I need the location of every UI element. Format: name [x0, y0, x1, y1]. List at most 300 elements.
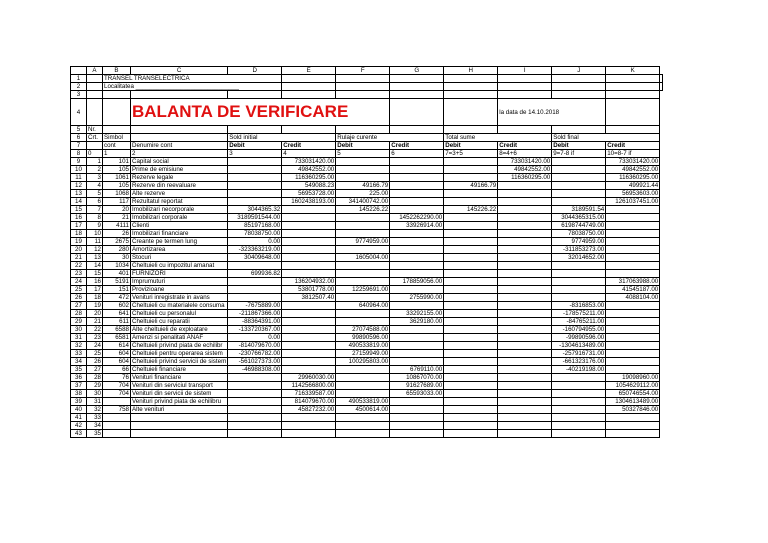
- row-number[interactable]: 28: [71, 310, 87, 318]
- amount[interactable]: [498, 310, 552, 318]
- amount[interactable]: [498, 406, 552, 414]
- amount[interactable]: [390, 350, 444, 358]
- amount[interactable]: [444, 326, 498, 334]
- account-symbol[interactable]: 611: [103, 318, 131, 326]
- amount[interactable]: [282, 310, 336, 318]
- crt-number[interactable]: 34: [87, 422, 103, 430]
- amount[interactable]: [498, 222, 552, 230]
- row-number[interactable]: 23: [71, 270, 87, 278]
- amount[interactable]: 6198744749.00: [552, 222, 606, 230]
- amount[interactable]: [390, 246, 444, 254]
- account-name[interactable]: Clienti: [131, 222, 228, 230]
- amount[interactable]: [282, 358, 336, 366]
- amount[interactable]: 33292155.00: [390, 310, 444, 318]
- column-index[interactable]: 3: [228, 150, 282, 158]
- amount[interactable]: [444, 158, 498, 166]
- amount[interactable]: [336, 174, 390, 182]
- amount[interactable]: [552, 406, 606, 414]
- amount[interactable]: 225.00: [336, 190, 390, 198]
- account-symbol[interactable]: 758: [103, 406, 131, 414]
- amount[interactable]: 29960030.00: [282, 374, 336, 382]
- cell[interactable]: [552, 91, 606, 99]
- column-letter[interactable]: H: [444, 67, 498, 75]
- amount[interactable]: [498, 350, 552, 358]
- cell[interactable]: [390, 75, 444, 83]
- amount[interactable]: 733031420.00: [498, 158, 552, 166]
- column-index[interactable]: 9=7-8 if: [552, 150, 606, 158]
- crt-number[interactable]: 18: [87, 294, 103, 302]
- amount[interactable]: [282, 222, 336, 230]
- amount[interactable]: [498, 326, 552, 334]
- amount[interactable]: [282, 366, 336, 374]
- amount[interactable]: [498, 206, 552, 214]
- account-name[interactable]: Creante pe termen lung: [131, 238, 228, 246]
- row-number[interactable]: 21: [71, 254, 87, 262]
- amount[interactable]: [552, 382, 606, 390]
- account-symbol[interactable]: 2675: [103, 238, 131, 246]
- cell[interactable]: [606, 75, 660, 83]
- account-name[interactable]: Venituri privind piata de echilibru: [131, 398, 228, 406]
- account-symbol[interactable]: 105: [103, 166, 131, 174]
- amount[interactable]: 136204932.00: [282, 278, 336, 286]
- amount[interactable]: 0.00: [228, 334, 282, 342]
- cell[interactable]: [606, 91, 660, 99]
- amount[interactable]: 56953603.00: [606, 190, 660, 198]
- amount[interactable]: [390, 302, 444, 310]
- amount[interactable]: [282, 302, 336, 310]
- cell[interactable]: [606, 99, 660, 126]
- crt-number[interactable]: 10: [87, 230, 103, 238]
- crt-number[interactable]: 19: [87, 302, 103, 310]
- amount[interactable]: [498, 342, 552, 350]
- account-symbol[interactable]: 66: [103, 366, 131, 374]
- column-letter[interactable]: G: [390, 67, 444, 75]
- crt-number[interactable]: 13: [87, 254, 103, 262]
- amount[interactable]: 145226.22: [444, 206, 498, 214]
- amount[interactable]: [444, 334, 498, 342]
- amount[interactable]: 499921.44: [606, 182, 660, 190]
- row-number[interactable]: 30: [71, 326, 87, 334]
- amount[interactable]: [552, 198, 606, 206]
- cell-a[interactable]: [87, 142, 103, 150]
- cell[interactable]: [336, 126, 390, 134]
- amount[interactable]: 1602438193.00: [282, 198, 336, 206]
- account-name[interactable]: Rezerve legale: [131, 174, 228, 182]
- amount[interactable]: [390, 422, 444, 430]
- amount[interactable]: [498, 270, 552, 278]
- amount[interactable]: [228, 422, 282, 430]
- amount[interactable]: 78038750.00: [552, 230, 606, 238]
- amount[interactable]: 650746554.00: [606, 390, 660, 398]
- amount[interactable]: 53801778.00: [282, 286, 336, 294]
- amount[interactable]: [282, 422, 336, 430]
- crt-number[interactable]: 17: [87, 286, 103, 294]
- crt-number[interactable]: 29: [87, 382, 103, 390]
- amount[interactable]: 1261037451.00: [606, 198, 660, 206]
- amount[interactable]: 145226.22: [336, 206, 390, 214]
- locality[interactable]: Localitatea ______________________________: [103, 83, 282, 91]
- cell[interactable]: [498, 83, 552, 91]
- amount[interactable]: [498, 254, 552, 262]
- row-number[interactable]: 34: [71, 358, 87, 366]
- cell[interactable]: [552, 83, 606, 91]
- account-name[interactable]: Prime de emisiune: [131, 166, 228, 174]
- account-name[interactable]: Cheltuieli cu impozitul amanat: [131, 262, 228, 270]
- row-number[interactable]: 35: [71, 366, 87, 374]
- column-letter[interactable]: F: [336, 67, 390, 75]
- amount[interactable]: [282, 342, 336, 350]
- amount[interactable]: [228, 278, 282, 286]
- amount[interactable]: [606, 350, 660, 358]
- amount[interactable]: [336, 246, 390, 254]
- account-name[interactable]: Cheltuieli privind piata de echilibr: [131, 342, 228, 350]
- amount[interactable]: [336, 382, 390, 390]
- amount[interactable]: 0.00: [228, 238, 282, 246]
- amount[interactable]: [444, 166, 498, 174]
- amount[interactable]: [444, 342, 498, 350]
- crt-label[interactable]: Crt.: [87, 134, 103, 142]
- cell-a[interactable]: [87, 75, 103, 83]
- amount[interactable]: [336, 318, 390, 326]
- cell[interactable]: [103, 126, 131, 134]
- amount[interactable]: [444, 278, 498, 286]
- amount[interactable]: [336, 310, 390, 318]
- amount[interactable]: [444, 398, 498, 406]
- cell[interactable]: [498, 91, 552, 99]
- amount[interactable]: [390, 238, 444, 246]
- account-name[interactable]: Cheltuieli privind servicii de sistem: [132, 358, 227, 365]
- amount[interactable]: 699936.82: [228, 270, 282, 278]
- amount[interactable]: [498, 430, 552, 438]
- amount[interactable]: [552, 294, 606, 302]
- row-number[interactable]: 4: [71, 99, 87, 126]
- amount[interactable]: [444, 358, 498, 366]
- amount[interactable]: [444, 198, 498, 206]
- account-symbol[interactable]: 30: [103, 254, 131, 262]
- amount[interactable]: 49166.79: [444, 182, 498, 190]
- amount[interactable]: 640964.00: [336, 302, 390, 310]
- amount[interactable]: [606, 206, 660, 214]
- rulaje-curente-label[interactable]: Rulaje curente: [336, 134, 444, 142]
- crt-number[interactable]: 27: [87, 366, 103, 374]
- amount[interactable]: [498, 246, 552, 254]
- credit-label[interactable]: Credit: [390, 142, 444, 150]
- account-symbol[interactable]: 105: [103, 182, 131, 190]
- amount[interactable]: -8316853.00: [552, 302, 606, 310]
- account-name[interactable]: [131, 414, 228, 422]
- row-number[interactable]: 17: [71, 222, 87, 230]
- amount[interactable]: 78038750.00: [228, 230, 282, 238]
- amount[interactable]: [390, 166, 444, 174]
- amount[interactable]: -323363219.00: [228, 246, 282, 254]
- crt-number[interactable]: 2: [87, 166, 103, 174]
- cell[interactable]: [103, 91, 131, 99]
- amount[interactable]: [336, 262, 390, 270]
- cell[interactable]: [131, 134, 228, 142]
- amount[interactable]: [228, 294, 282, 302]
- column-index[interactable]: 8=4+6: [498, 150, 552, 158]
- amount[interactable]: 490533819.00: [336, 342, 390, 350]
- cell[interactable]: [552, 75, 606, 83]
- amount[interactable]: -311853273.00: [552, 246, 606, 254]
- row-number[interactable]: 36: [71, 374, 87, 382]
- amount[interactable]: [552, 190, 606, 198]
- account-symbol[interactable]: 4111: [103, 222, 131, 230]
- sold-final-label[interactable]: Sold final: [552, 134, 660, 142]
- account-symbol[interactable]: 604: [103, 358, 131, 366]
- amount[interactable]: [606, 414, 660, 422]
- amount[interactable]: [228, 382, 282, 390]
- cell-a[interactable]: [87, 83, 103, 91]
- row-number[interactable]: 10: [71, 166, 87, 174]
- amount[interactable]: [444, 286, 498, 294]
- account-name[interactable]: Imobilizari corporale: [131, 214, 228, 222]
- crt-number[interactable]: 14: [87, 262, 103, 270]
- amount[interactable]: [228, 286, 282, 294]
- account-name[interactable]: Cheltuieli cu personalul: [131, 310, 228, 318]
- total-sume-label[interactable]: Total sume: [444, 134, 552, 142]
- amount[interactable]: [390, 230, 444, 238]
- amount[interactable]: [552, 414, 606, 422]
- debit-label[interactable]: Debit: [228, 142, 282, 150]
- amount[interactable]: 1605004.00: [336, 254, 390, 262]
- amount[interactable]: [498, 294, 552, 302]
- account-symbol[interactable]: 604: [103, 350, 131, 358]
- amount[interactable]: 1304613489.00: [606, 398, 660, 406]
- amount[interactable]: [282, 206, 336, 214]
- row-number[interactable]: 38: [71, 390, 87, 398]
- amount[interactable]: [498, 414, 552, 422]
- denumire-label[interactable]: Denumire cont: [131, 142, 228, 150]
- crt-number[interactable]: 21: [87, 318, 103, 326]
- amount[interactable]: [498, 398, 552, 406]
- account-name[interactable]: Venituri inregistrate in avans: [131, 294, 228, 302]
- row-number[interactable]: 6: [71, 134, 87, 142]
- amount[interactable]: [282, 254, 336, 262]
- column-letter[interactable]: E: [282, 67, 336, 75]
- amount[interactable]: 100295803.00: [336, 358, 390, 366]
- account-symbol[interactable]: 117: [103, 198, 131, 206]
- amount[interactable]: [390, 326, 444, 334]
- amount[interactable]: [228, 374, 282, 382]
- amount[interactable]: [498, 230, 552, 238]
- amount[interactable]: [228, 158, 282, 166]
- amount[interactable]: 91627689.00: [390, 382, 444, 390]
- amount[interactable]: 4500614.00: [336, 406, 390, 414]
- amount[interactable]: [282, 334, 336, 342]
- amount[interactable]: [444, 366, 498, 374]
- column-letter[interactable]: I: [498, 67, 552, 75]
- account-symbol[interactable]: [103, 398, 131, 406]
- amount[interactable]: -40219198.00: [552, 366, 606, 374]
- cell[interactable]: [336, 83, 390, 91]
- amount[interactable]: 3189591.54: [552, 206, 606, 214]
- amount[interactable]: [498, 198, 552, 206]
- amount[interactable]: [390, 358, 444, 366]
- report-date[interactable]: la data de 14.10.2018: [498, 99, 606, 126]
- column-index[interactable]: 0: [87, 150, 103, 158]
- amount[interactable]: 30409648.00: [228, 254, 282, 262]
- amount[interactable]: [444, 382, 498, 390]
- column-index[interactable]: 7=3+5: [444, 150, 498, 158]
- account-name[interactable]: Cheltuieli cu materialele consuma: [131, 302, 228, 310]
- amount[interactable]: [282, 270, 336, 278]
- amount[interactable]: [390, 206, 444, 214]
- amount[interactable]: [606, 214, 660, 222]
- account-symbol[interactable]: 21: [103, 214, 131, 222]
- account-symbol[interactable]: 280: [103, 246, 131, 254]
- crt-number[interactable]: 4: [87, 182, 103, 190]
- cell[interactable]: [131, 126, 228, 134]
- cell[interactable]: [390, 91, 444, 99]
- amount[interactable]: [606, 262, 660, 270]
- account-symbol[interactable]: 1034: [103, 262, 131, 270]
- amount[interactable]: 3189591544.00: [228, 214, 282, 222]
- amount[interactable]: [390, 254, 444, 262]
- amount[interactable]: [444, 270, 498, 278]
- account-name[interactable]: [131, 422, 228, 430]
- cell[interactable]: [228, 126, 282, 134]
- amount[interactable]: [228, 430, 282, 438]
- amount[interactable]: [444, 302, 498, 310]
- amount[interactable]: [552, 374, 606, 382]
- amount[interactable]: [282, 326, 336, 334]
- account-name[interactable]: Alte rezerve: [131, 190, 228, 198]
- amount[interactable]: [552, 262, 606, 270]
- crt-number[interactable]: 3: [87, 174, 103, 182]
- row-number[interactable]: 9: [71, 158, 87, 166]
- amount[interactable]: 27074588.00: [336, 326, 390, 334]
- crt-number[interactable]: 16: [87, 278, 103, 286]
- amount[interactable]: [390, 406, 444, 414]
- cell[interactable]: [282, 75, 336, 83]
- amount[interactable]: [552, 398, 606, 406]
- amount[interactable]: [282, 262, 336, 270]
- amount[interactable]: [444, 254, 498, 262]
- amount[interactable]: [336, 166, 390, 174]
- cell[interactable]: [336, 75, 390, 83]
- amount[interactable]: [552, 390, 606, 398]
- amount[interactable]: [228, 390, 282, 398]
- row-number[interactable]: 22: [71, 262, 87, 270]
- row-number[interactable]: 26: [71, 294, 87, 302]
- amount[interactable]: [606, 342, 660, 350]
- amount[interactable]: [552, 174, 606, 182]
- amount[interactable]: 116360295.00: [498, 174, 552, 182]
- cell[interactable]: [282, 91, 336, 99]
- amount[interactable]: [552, 158, 606, 166]
- amount[interactable]: [336, 294, 390, 302]
- amount[interactable]: [444, 318, 498, 326]
- amount[interactable]: [606, 254, 660, 262]
- amount[interactable]: [498, 358, 552, 366]
- amount[interactable]: [498, 390, 552, 398]
- crt-number[interactable]: 7: [87, 206, 103, 214]
- amount[interactable]: 27159949.00: [336, 350, 390, 358]
- amount[interactable]: [498, 182, 552, 190]
- row-number[interactable]: 29: [71, 318, 87, 326]
- amount[interactable]: [444, 222, 498, 230]
- cell[interactable]: [444, 126, 498, 134]
- amount[interactable]: [390, 174, 444, 182]
- cell[interactable]: [444, 75, 498, 83]
- row-number[interactable]: 27: [71, 302, 87, 310]
- cell[interactable]: [444, 83, 498, 91]
- amount[interactable]: [228, 398, 282, 406]
- account-symbol[interactable]: 20: [103, 206, 131, 214]
- account-symbol[interactable]: 76: [103, 374, 131, 382]
- amount[interactable]: -661323176.00: [552, 358, 606, 366]
- column-index[interactable]: 4: [282, 150, 336, 158]
- column-index[interactable]: 10=8-7 if: [606, 150, 660, 158]
- cell[interactable]: [131, 91, 228, 99]
- amount[interactable]: 733031420.00: [282, 158, 336, 166]
- amount[interactable]: [444, 294, 498, 302]
- account-name[interactable]: Imobilizari necorporale: [131, 206, 228, 214]
- account-symbol[interactable]: 704: [103, 390, 131, 398]
- amount[interactable]: -178575211.00: [552, 310, 606, 318]
- cell[interactable]: [660, 83, 663, 91]
- amount[interactable]: [552, 430, 606, 438]
- amount[interactable]: 85197168.00: [228, 222, 282, 230]
- column-letter[interactable]: K: [606, 67, 660, 75]
- account-symbol[interactable]: 614: [103, 342, 131, 350]
- amount[interactable]: [498, 422, 552, 430]
- account-name[interactable]: Cheltuieli pentru operarea sistem: [131, 350, 228, 358]
- account-name[interactable]: Amortizarea: [131, 246, 228, 254]
- row-number[interactable]: 33: [71, 350, 87, 358]
- amount[interactable]: [606, 318, 660, 326]
- amount[interactable]: 41545187.00: [606, 286, 660, 294]
- row-number[interactable]: 20: [71, 246, 87, 254]
- amount[interactable]: 1142566800.00: [282, 382, 336, 390]
- amount[interactable]: [498, 374, 552, 382]
- amount[interactable]: 733031420.00: [606, 158, 660, 166]
- account-symbol[interactable]: 6581: [103, 334, 131, 342]
- amount[interactable]: [444, 374, 498, 382]
- account-name[interactable]: Capital social: [131, 158, 228, 166]
- account-symbol[interactable]: 101: [103, 158, 131, 166]
- crt-number[interactable]: 31: [87, 398, 103, 406]
- credit-label[interactable]: Credit: [498, 142, 552, 150]
- crt-number[interactable]: 25: [87, 350, 103, 358]
- crt-number[interactable]: 33: [87, 414, 103, 422]
- amount[interactable]: 116360295.00: [282, 174, 336, 182]
- amount[interactable]: 1452262290.00: [390, 214, 444, 222]
- amount[interactable]: [390, 262, 444, 270]
- amount[interactable]: [552, 182, 606, 190]
- amount[interactable]: [444, 238, 498, 246]
- amount[interactable]: [228, 190, 282, 198]
- column-index[interactable]: 6: [390, 150, 444, 158]
- amount[interactable]: -561027373.00: [228, 358, 282, 366]
- column-letter[interactable]: C: [131, 67, 228, 75]
- amount[interactable]: [498, 190, 552, 198]
- account-symbol[interactable]: 602: [103, 302, 131, 310]
- amount[interactable]: 178859056.00: [390, 278, 444, 286]
- crt-number[interactable]: 28: [87, 374, 103, 382]
- row-number[interactable]: 42: [71, 422, 87, 430]
- amount[interactable]: [498, 286, 552, 294]
- amount[interactable]: 3812507.40: [282, 294, 336, 302]
- amount[interactable]: [390, 398, 444, 406]
- crt-number[interactable]: 6: [87, 198, 103, 206]
- cell[interactable]: [498, 126, 552, 134]
- cell[interactable]: [444, 99, 498, 126]
- amount[interactable]: 19098960.00: [606, 374, 660, 382]
- row-number[interactable]: 41: [71, 414, 87, 422]
- row-number[interactable]: 40: [71, 406, 87, 414]
